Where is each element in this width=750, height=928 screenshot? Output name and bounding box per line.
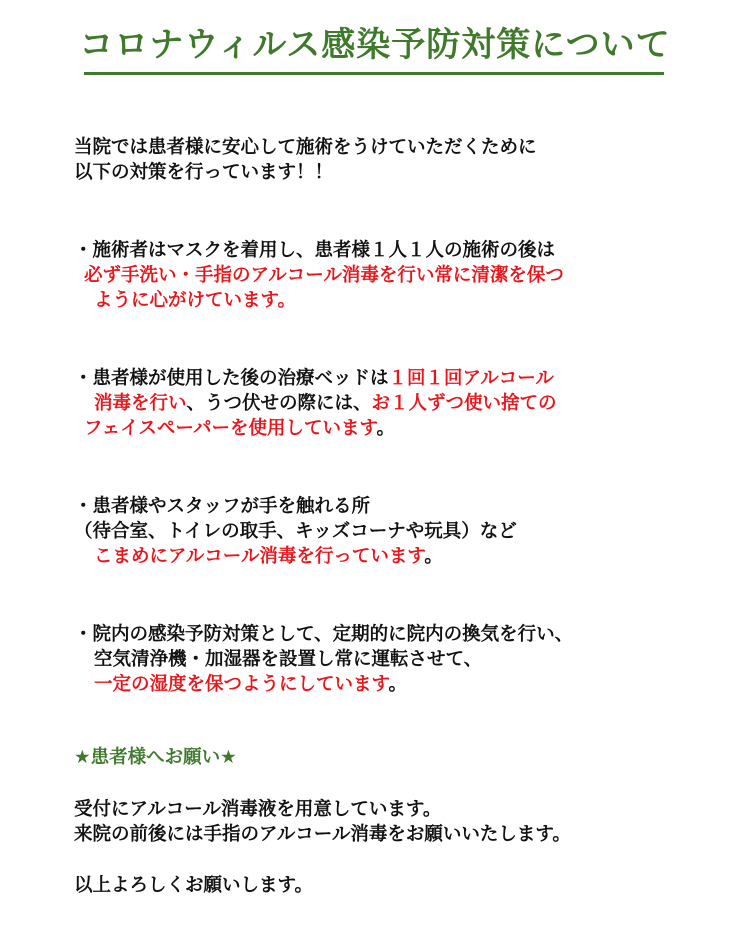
intro-paragraph	[74, 135, 537, 185]
item-2-line-1	[74, 366, 557, 391]
item-2-line-1-b: １回１回アルコール	[388, 368, 554, 389]
item-1-line-3-text: ように心がけています。	[94, 290, 297, 311]
item-1-line-1: ・施術者はマスクを着用し、患者様１人１人の施術の後は	[74, 240, 556, 261]
measure-item-1	[74, 238, 564, 313]
item-3-line-1: ・患者様やスタッフが手を触れる所	[74, 496, 371, 517]
measure-item-4	[74, 622, 573, 697]
item-2-line-2-b: 、うつ伏せの際には、	[186, 393, 372, 414]
item-2-line-3-b: 。	[376, 418, 396, 439]
request-paragraph	[74, 797, 571, 847]
item-4-line-3-b: 。	[388, 674, 408, 695]
item-2-line-2	[74, 391, 557, 416]
item-4-line-2: 空気清浄機・加湿器を設置し常に運転させて、	[94, 649, 483, 670]
item-2-line-2-a: 消毒を行い	[94, 393, 187, 414]
item-3-line-3	[74, 544, 517, 569]
intro-line-2: 以下の対策を行っています！！	[74, 162, 334, 183]
intro-line-1: 当院では患者様に安心して施術をうけていただくために	[74, 137, 537, 158]
page-title: コロナウィルス感染予防対策について	[79, 25, 671, 65]
item-3-line-2: （待合室、トイレの取手、キッズコーナや玩具）など	[74, 521, 517, 542]
item-2-line-3-a: フェイスペーパーを使用しています	[84, 418, 377, 439]
measure-item-2	[74, 366, 557, 441]
title-underline	[84, 72, 664, 75]
request-heading: ★患者様へお願い★	[74, 747, 237, 768]
item-1-line-3	[74, 288, 564, 313]
item-3-line-3-a: こまめにアルコール消毒を行っています	[94, 546, 425, 567]
item-1-line-2: 必ず手洗い・手指のアルコール消毒を行い常に清潔を保つ	[84, 265, 564, 286]
item-4-line-3-a: 一定の湿度を保つようにしています	[94, 674, 389, 695]
item-2-line-3	[74, 416, 557, 441]
item-4-line-3	[74, 672, 573, 697]
item-2-line-2-c: お１人ずつ使い捨ての	[371, 393, 557, 414]
closing-text: 以上よろしくお願いします。	[74, 875, 314, 896]
item-2-line-1-a: ・患者様が使用した後の治療ベッドは	[74, 368, 389, 389]
measure-item-3	[74, 494, 517, 569]
item-4-line-1: ・院内の感染予防対策として、定期的に院内の換気を行い、	[74, 624, 574, 645]
item-3-line-3-b: 。	[424, 546, 443, 567]
request-line-2: 来院の前後には手指のアルコール消毒をお願いいたします。	[74, 824, 571, 845]
request-line-1: 受付にアルコール消毒液を用意しています。	[74, 799, 442, 820]
